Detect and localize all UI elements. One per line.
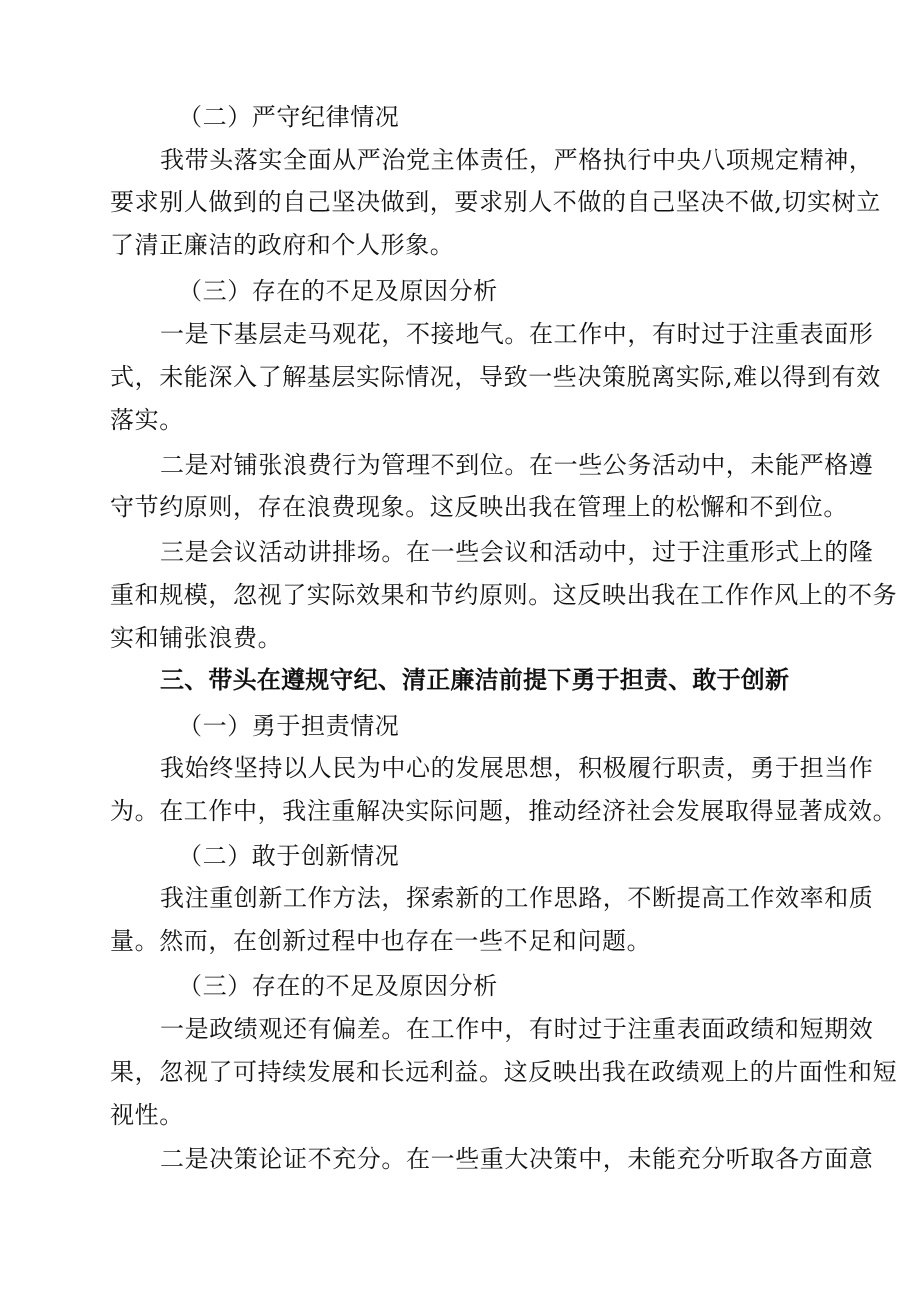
paragraph-line: 我始终坚持以人民为中心的发展思想，积极履行职责，勇于担当作 xyxy=(160,754,874,782)
paragraph-line: 一是政绩观还有偏差。在工作中，有时过于注重表面政绩和短期效 xyxy=(160,1015,874,1043)
subheading-shortcomings: （三）存在的不足及原因分析 xyxy=(178,277,498,305)
paragraph-line: 量。然而，在创新过程中也存在一些不足和问题。 xyxy=(110,927,652,955)
subheading-innovation: （二）敢于创新情况 xyxy=(178,842,400,870)
paragraph-line: 实和铺张浪费。 xyxy=(110,624,283,652)
paragraph-line: 重和规模，忽视了实际效果和节约原则。这反映出我在工作作风上的不务 xyxy=(110,581,898,609)
paragraph-line: 落实。 xyxy=(110,406,184,434)
paragraph-line: 视性。 xyxy=(110,1101,184,1129)
paragraph-line: 一是下基层走马观花，不接地气。在工作中，有时过于注重表面形 xyxy=(160,320,874,348)
paragraph-line: 二是决策论证不充分。在一些重大决策中，未能充分听取各方面意 xyxy=(160,1145,874,1173)
subheading-responsibility: （一）勇于担责情况 xyxy=(178,712,400,740)
subheading-shortcomings: （三）存在的不足及原因分析 xyxy=(178,972,498,1000)
paragraph-line: 我带头落实全面从严治党主体责任，严格执行中央八项规定精神， xyxy=(160,146,874,174)
subheading-discipline: （二）严守纪律情况 xyxy=(178,103,400,131)
paragraph-line: 二是对铺张浪费行为管理不到位。在一些公务活动中，未能严格遵 xyxy=(160,451,874,479)
paragraph-line: 三是会议活动讲排场。在一些会议和活动中，过于注重形式上的隆 xyxy=(160,538,874,566)
paragraph-line: 我注重创新工作方法，探索新的工作思路，不断提高工作效率和质 xyxy=(160,884,874,912)
paragraph-line: 果，忽视了可持续发展和长远利益。这反映出我在政绩观上的片面性和短 xyxy=(110,1058,898,1086)
paragraph-line: 为。在工作中，我注重解决实际问题，推动经济社会发展取得显著成效。 xyxy=(110,797,898,825)
paragraph-line: 守节约原则，存在浪费现象。这反映出我在管理上的松懈和不到位。 xyxy=(110,493,848,521)
paragraph-line: 了清正廉洁的政府和个人形象。 xyxy=(110,231,455,259)
paragraph-line: 要求别人做到的自己坚决做到，要求别人不做的自己坚决不做,切实树立 xyxy=(110,188,881,216)
paragraph-line: 式，未能深入了解基层实际情况，导致一些决策脱离实际,难以得到有效 xyxy=(110,363,881,391)
section-heading-three: 三、带头在遵规守纪、清正廉洁前提下勇于担责、敢于创新 xyxy=(160,666,790,694)
